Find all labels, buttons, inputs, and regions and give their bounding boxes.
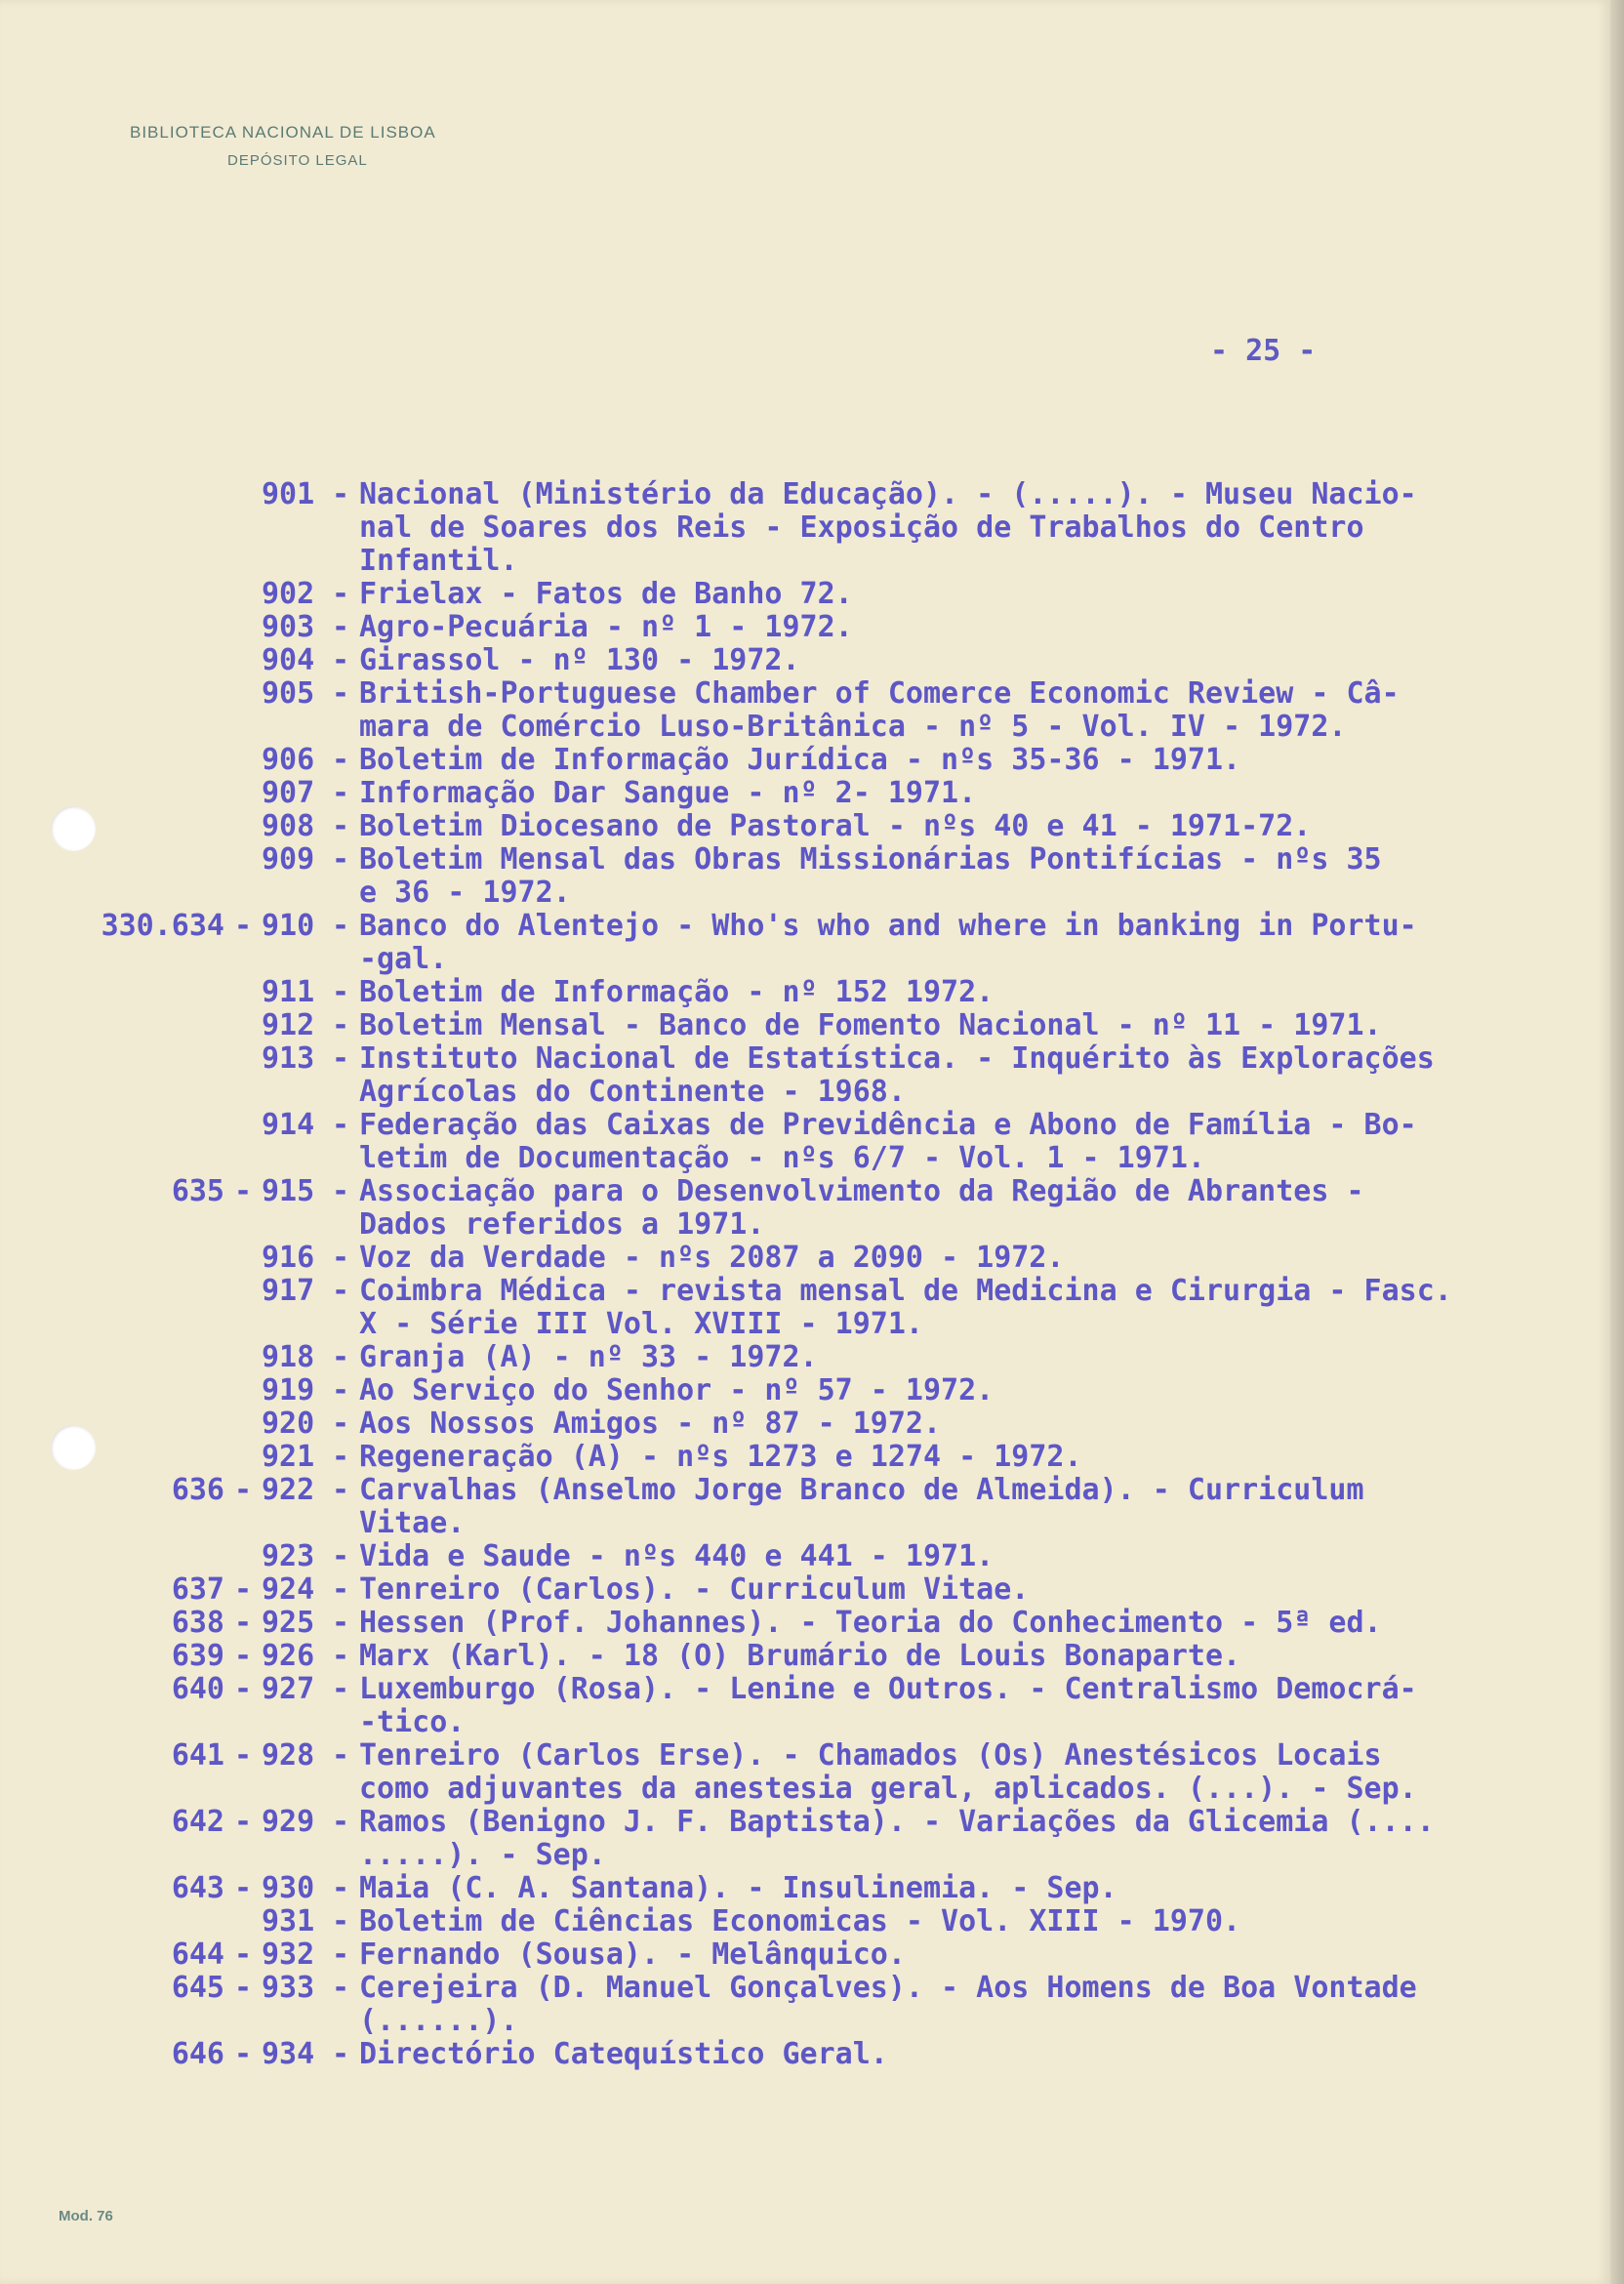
department-name: DEPÓSITO LEGAL (227, 152, 368, 169)
catalog-entry (59, 1275, 1601, 1341)
dash-separator: - (233, 1473, 253, 1507)
catalog-entry (59, 777, 1601, 810)
entry-number: 926 (262, 1639, 315, 1673)
catalog-entry (59, 744, 1601, 777)
page-number: - 25 - (1210, 334, 1317, 368)
entry-title: Instituto Nacional de Estatística. - Inquérito às Explorações Agrícolas do Continente - 1968. (359, 1041, 1435, 1109)
catalog-entry (59, 1806, 1601, 1872)
catalog-entry (59, 1242, 1601, 1275)
catalog-entry (59, 2038, 1601, 2071)
catalog-entry (59, 910, 1601, 976)
catalog-entry (59, 1109, 1601, 1175)
entry-number: 917 (262, 1274, 315, 1308)
entry-title: Boletim de Informação Jurídica - nºs 35-36 - 1971. (359, 743, 1241, 777)
catalog-entry (59, 810, 1601, 843)
entry-title: Boletim de Informação - nº 152 1972. (359, 975, 995, 1009)
classification-number: 639 (171, 1639, 224, 1673)
dash-separator: - (331, 1971, 350, 2005)
entry-number: 913 (262, 1041, 315, 1076)
dash-separator: - (331, 1174, 350, 1208)
dash-separator: - (331, 842, 350, 877)
dash-separator: - (331, 1539, 350, 1573)
entry-number: 927 (262, 1672, 315, 1706)
entry-number: 904 (262, 643, 315, 677)
dash-separator: - (331, 1041, 350, 1076)
entry-number: 925 (262, 1606, 315, 1640)
catalog-entry (59, 1938, 1601, 1972)
dash-separator: - (331, 809, 350, 843)
dash-separator: - (233, 1871, 253, 1905)
classification-number: 635 (171, 1174, 224, 1208)
entry-title: Vida e Saude - nºs 440 e 441 - 1971. (359, 1539, 995, 1573)
entry-title: Boletim de Ciências Economicas - Vol. XIII - 1970. (359, 1904, 1241, 1938)
dash-separator: - (331, 1904, 350, 1938)
catalog-entry (59, 1640, 1601, 1673)
catalog-entry (59, 578, 1601, 611)
entry-title: Informação Dar Sangue - nº 2- 1971. (359, 776, 977, 810)
dash-separator: - (233, 1738, 253, 1773)
entry-number: 901 (262, 477, 315, 511)
catalog-entry (59, 1341, 1601, 1374)
dash-separator: - (331, 909, 350, 943)
entry-title: Banco do Alentejo - Who's who and where in banking in Portu- -gal. (359, 909, 1417, 976)
catalog-entry (59, 1407, 1601, 1441)
entry-title: Voz da Verdade - nºs 2087 a 2090 - 1972. (359, 1241, 1065, 1275)
dash-separator: - (233, 1572, 253, 1607)
classification-number: 640 (171, 1672, 224, 1706)
entry-title: Carvalhas (Anselmo Jorge Branco de Almeida). - Curriculum Vitae. (359, 1473, 1364, 1540)
entry-number: 911 (262, 975, 315, 1009)
classification-number: 642 (171, 1805, 224, 1839)
entry-title: Tenreiro (Carlos). - Curriculum Vitae. (359, 1572, 1030, 1607)
entry-title: Girassol - nº 130 - 1972. (359, 643, 800, 677)
entry-number: 910 (262, 909, 315, 943)
dash-separator: - (331, 1440, 350, 1474)
catalog-entry (59, 1474, 1601, 1540)
dash-separator: - (331, 676, 350, 711)
classification-number: 646 (171, 2037, 224, 2071)
dash-separator: - (331, 577, 350, 611)
dash-separator: - (331, 743, 350, 777)
classification-number: 638 (171, 1606, 224, 1640)
entry-number: 909 (262, 842, 315, 877)
entry-title: Regeneração (A) - nºs 1273 e 1274 - 1972. (359, 1440, 1082, 1474)
entry-number: 918 (262, 1340, 315, 1374)
entry-number: 930 (262, 1871, 315, 1905)
paper-edge (1610, 0, 1624, 2284)
dash-separator: - (331, 1108, 350, 1142)
entry-number: 932 (262, 1937, 315, 1972)
classification-number: 643 (171, 1871, 224, 1905)
dash-separator: - (331, 477, 350, 511)
catalog-entry (59, 1972, 1601, 2038)
catalog-entry (59, 1175, 1601, 1242)
catalog-entry (59, 677, 1601, 744)
entry-title: Boletim Mensal das Obras Missionárias Pontifícias - nºs 35 e 36 - 1972. (359, 842, 1382, 910)
catalog-entry (59, 1872, 1601, 1905)
classification-number: 637 (171, 1572, 224, 1607)
dash-separator: - (331, 1805, 350, 1839)
entry-number: 906 (262, 743, 315, 777)
entry-title: Coimbra Médica - revista mensal de Medicina e Cirurgia - Fasc. X - Série III Vol. XVIII - 1971. (359, 1274, 1452, 1341)
entry-title: Granja (A) - nº 33 - 1972. (359, 1340, 818, 1374)
catalog-entry (59, 1673, 1601, 1739)
entry-number: 908 (262, 809, 315, 843)
entry-title: Boletim Mensal - Banco de Fomento Nacional - nº 11 - 1971. (359, 1008, 1382, 1042)
dash-separator: - (331, 1572, 350, 1607)
catalog-entry (59, 1540, 1601, 1573)
entry-title: Aos Nossos Amigos - nº 87 - 1972. (359, 1407, 942, 1441)
dash-separator: - (233, 909, 253, 943)
catalog-entry (59, 644, 1601, 677)
entry-title: Marx (Karl). - 18 (O) Brumário de Louis Bonaparte. (359, 1639, 1241, 1673)
catalog-entry (59, 843, 1601, 910)
catalog-entry (59, 611, 1601, 644)
dash-separator: - (331, 1241, 350, 1275)
catalog-entry (59, 478, 1601, 578)
entry-number: 919 (262, 1373, 315, 1407)
institution-name: BIBLIOTECA NACIONAL DE LISBOA (130, 123, 436, 142)
entry-title: Boletim Diocesano de Pastoral - nºs 40 e 41 - 1971-72. (359, 809, 1312, 843)
dash-separator: - (233, 1672, 253, 1706)
catalog-entry (59, 1573, 1601, 1607)
entry-number: 928 (262, 1738, 315, 1773)
catalog-entry (59, 1739, 1601, 1806)
dash-separator: - (331, 610, 350, 644)
dash-separator: - (331, 1738, 350, 1773)
catalog-entry (59, 1009, 1601, 1042)
catalog-entry (59, 976, 1601, 1009)
catalog-entry (59, 1042, 1601, 1109)
entry-title: Luxemburgo (Rosa). - Lenine e Outros. - Centralismo Democrá- -tico. (359, 1672, 1417, 1739)
catalog-entry (59, 1374, 1601, 1407)
entry-number: 914 (262, 1108, 315, 1142)
classification-number: 330.634 (101, 909, 224, 943)
dash-separator: - (331, 1473, 350, 1507)
entry-title: Tenreiro (Carlos Erse). - Chamados (Os) Anestésicos Locais como adjuvantes da anestesia geral, aplicados. (...). - Sep. (359, 1738, 1417, 1806)
entry-number: 912 (262, 1008, 315, 1042)
catalog-entry (59, 1905, 1601, 1938)
dash-separator: - (331, 1373, 350, 1407)
entry-title: Directório Catequístico Geral. (359, 2037, 888, 2071)
entry-number: 924 (262, 1572, 315, 1607)
entry-number: 907 (262, 776, 315, 810)
dash-separator: - (233, 1639, 253, 1673)
catalog-entry (59, 1441, 1601, 1474)
entry-number: 922 (262, 1473, 315, 1507)
entry-number: 920 (262, 1407, 315, 1441)
entry-title: Ao Serviço do Senhor - nº 57 - 1972. (359, 1373, 995, 1407)
classification-number: 644 (171, 1937, 224, 1972)
dash-separator: - (233, 1971, 253, 2005)
entry-title: Associação para o Desenvolvimento da Região de Abrantes - Dados referidos a 1971. (359, 1174, 1364, 1242)
dash-separator: - (233, 1937, 253, 1972)
entry-title: Cerejeira (D. Manuel Gonçalves). - Aos Homens de Boa Vontade (......). (359, 1971, 1417, 2038)
entry-number: 905 (262, 676, 315, 711)
dash-separator: - (331, 776, 350, 810)
dash-separator: - (331, 643, 350, 677)
entry-title: Frielax - Fatos de Banho 72. (359, 577, 853, 611)
entry-number: 915 (262, 1174, 315, 1208)
catalog-entry-list (59, 478, 1601, 2071)
dash-separator: - (331, 1274, 350, 1308)
entry-title: Maia (C. A. Santana). - Insulinemia. - Sep. (359, 1871, 1117, 1905)
dash-separator: - (233, 1805, 253, 1839)
entry-title: Ramos (Benigno J. F. Baptista). - Variações da Glicemia (.... .....). - Sep. (359, 1805, 1435, 1872)
dash-separator: - (233, 1606, 253, 1640)
entry-number: 934 (262, 2037, 315, 2071)
classification-number: 641 (171, 1738, 224, 1773)
entry-title: Agro-Pecuária - nº 1 - 1972. (359, 610, 853, 644)
entry-number: 923 (262, 1539, 315, 1573)
entry-title: Federação das Caixas de Previdência e Abono de Família - Bo- letim de Documentação - nºs 6/7 - Vol. 1 - 1971. (359, 1108, 1417, 1175)
entry-title: Hessen (Prof. Johannes). - Teoria do Conhecimento - 5ª ed. (359, 1606, 1382, 1640)
catalog-entry (59, 1607, 1601, 1640)
entry-title: Nacional (Ministério da Educação). - (.....). - Museu Nacio- nal de Soares dos Reis - Exposição de Trabalhos do Centro Infantil. (359, 477, 1417, 578)
dash-separator: - (331, 1340, 350, 1374)
dash-separator: - (331, 1606, 350, 1640)
entry-number: 933 (262, 1971, 315, 2005)
entry-number: 902 (262, 577, 315, 611)
dash-separator: - (331, 1407, 350, 1441)
dash-separator: - (233, 1174, 253, 1208)
dash-separator: - (331, 1937, 350, 1972)
classification-number: 636 (171, 1473, 224, 1507)
dash-separator: - (331, 1672, 350, 1706)
dash-separator: - (331, 2037, 350, 2071)
entry-title: Fernando (Sousa). - Melânquico. (359, 1937, 906, 1972)
form-code: Mod. 76 (59, 2208, 113, 2224)
dash-separator: - (331, 975, 350, 1009)
dash-separator: - (331, 1008, 350, 1042)
dash-separator: - (233, 2037, 253, 2071)
entry-number: 903 (262, 610, 315, 644)
entry-title: British-Portuguese Chamber of Comerce Economic Review - Câ- mara de Comércio Luso-Britânica - nº 5 - Vol. IV - 1972. (359, 676, 1400, 744)
entry-number: 931 (262, 1904, 315, 1938)
entry-number: 929 (262, 1805, 315, 1839)
letterhead (130, 123, 436, 169)
classification-number: 645 (171, 1971, 224, 2005)
entry-number: 921 (262, 1440, 315, 1474)
dash-separator: - (331, 1639, 350, 1673)
dash-separator: - (331, 1871, 350, 1905)
entry-number: 916 (262, 1241, 315, 1275)
